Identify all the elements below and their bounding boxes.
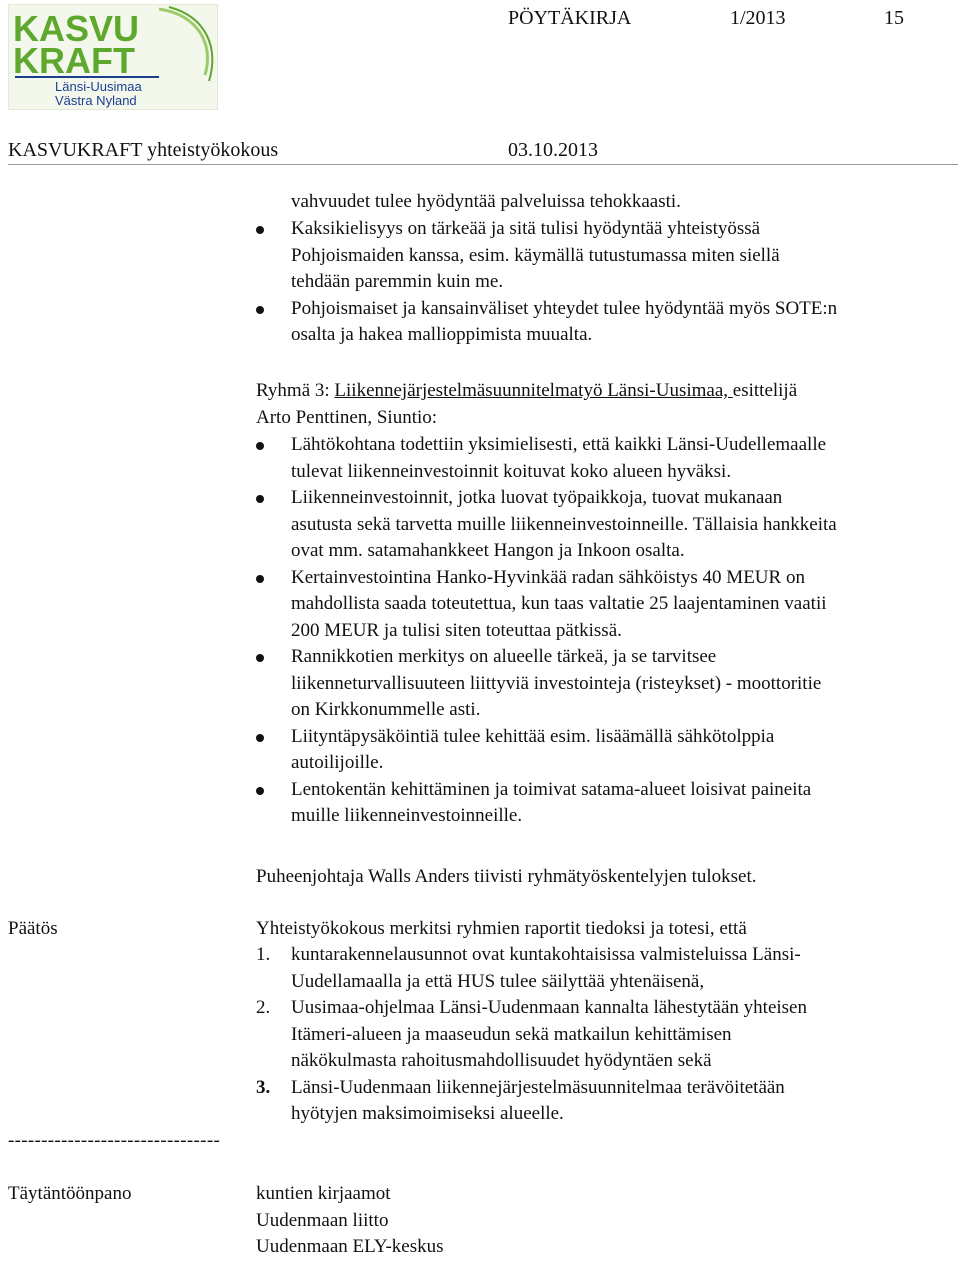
list-item: Kaksikielisyys on tärkeää ja sitä tulisi hyödyntää yhteistyössä Pohjoismaiden kanssa, esim. käymällä tutustumassa miten siellä tehdään paremmin kuin me. — [291, 216, 837, 296]
list-item: 3. Länsi-Uudenmaan liikennejärjestelmäsuunnitelmaa terävöitetään hyötyjen maksimoimiseksi alueelle. — [256, 1076, 785, 1124]
item-number: 1. — [256, 944, 271, 965]
logo-line2: KRAFT — [13, 40, 135, 81]
group3-title: Liikennejärjestelmäsuunnitelmatyö Länsi-Uusimaa, — [334, 380, 733, 401]
list-item: 2. Uusimaa-ohjelmaa Länsi-Uudenmaan kannalta lähestytään yhteisen Itämeri-alueen ja maaseudun sekä matkailun kehittämisen näkökulmasta rahoitusmahdollisuudet hyödyntäen sekä — [256, 997, 807, 1071]
group3-heading: Ryhmä 3: Liikennejärjestelmäsuunnitelmatyö Länsi-Uusimaa, esittelijä — [256, 380, 798, 401]
item-number: 2. — [256, 997, 271, 1018]
bullet-icon — [256, 654, 264, 662]
bullet-icon — [256, 495, 264, 503]
list-item: Kertainvestointina Hanko-Hyvinkää radan sähköistys 40 MEUR on mahdollista saada toteutettua, kun taas valtatie 25 laajentaminen vaatii 200 MEUR ja tulisi siten toteuttaa pätkissä. — [291, 565, 837, 645]
logo-line3: Länsi-Uusimaa — [55, 79, 142, 94]
continued-line: vahvuudet tulee hyödyntää palveluissa tehokkaasti. — [291, 191, 681, 212]
list-item: Rannikkotien merkitys on alueelle tärkeä, ja se tarvitsee liikenneturvallisuuteen liittyviä investointeja (risteykset) - moottoritie on Kirkkonummelle asti. — [291, 644, 837, 724]
item-number: 3. — [256, 1076, 271, 1098]
top-bullet-list — [291, 216, 837, 349]
bullet-icon — [256, 575, 264, 583]
meeting-title: KASVUKRAFT yhteistyökokous — [8, 139, 279, 161]
chair-note: Puheenjohtaja Walls Anders tiivisti ryhmätyöskentelyjen tulokset. — [256, 866, 757, 887]
logo — [8, 4, 218, 110]
execution-label: Täytäntöönpano — [8, 1183, 132, 1204]
group3-bullet-list — [291, 432, 837, 830]
decision-intro: Yhteistyökokous merkitsi ryhmien raportit tiedoksi ja totesi, että — [256, 918, 747, 939]
decision-label: Päätös — [8, 918, 58, 939]
list-item: 1. kuntarakennelausunnot ovat kuntakohtaisissa valmisteluissa Länsi- Uudellamaalla ja että HUS tulee säilyttää yhtenäisenä, — [256, 944, 801, 992]
recipient: kuntien kirjaamot — [256, 1183, 391, 1204]
list-item: Pohjoismaiset ja kansainväliset yhteydet tulee hyödyntää myös SOTE:n osalta ja hakea mallioppimista muualta. — [291, 296, 837, 349]
bullet-icon — [256, 734, 264, 742]
separator-line: -------------------------------- — [8, 1130, 221, 1151]
recipient: Uudenmaan ELY-keskus — [256, 1236, 444, 1257]
list-item: Liikenneinvestoinnit, jotka luovat työpaikkoja, tuovat mukanaan asutusta sekä tarvetta muille liikenneinvestoinneille. Tällaisia hankkeita ovat mm. satamahankkeet Hangon ja Inkoon osalta. — [291, 485, 837, 565]
page-number: 15 — [884, 7, 904, 29]
logo-line1: KASVU — [13, 8, 140, 49]
doc-type: PÖYTÄKIRJA — [508, 7, 632, 29]
bullet-icon — [256, 442, 264, 450]
header-rule — [8, 164, 958, 165]
logo-line4: Västra Nyland — [55, 93, 137, 108]
meeting-date: 03.10.2013 — [508, 139, 598, 161]
bullet-icon — [256, 787, 264, 795]
group3-presenter: Arto Penttinen, Siuntio: — [256, 407, 438, 428]
execution-recipients — [256, 1181, 444, 1261]
recipient: Uudenmaan liitto — [256, 1209, 389, 1231]
list-item: Lähtökohtana todettiin yksimielisesti, että kaikki Länsi-Uudellemaalle tulevat liikenneinvestoinnit koituvat koko alueen hyväksi. — [291, 432, 837, 485]
bullet-icon — [256, 306, 264, 314]
decision-list — [256, 942, 807, 1128]
logo-graphic — [9, 5, 217, 109]
doc-number: 1/2013 — [730, 7, 786, 29]
bullet-icon — [256, 226, 264, 234]
list-item: Liityntäpysäköintiä tulee kehittää esim. lisäämällä sähkötolppia autoilijoille. — [291, 724, 837, 777]
list-item: Lentokentän kehittäminen ja toimivat satama-alueet loisivat paineita muille liikenneinvestoinneille. — [291, 777, 837, 830]
